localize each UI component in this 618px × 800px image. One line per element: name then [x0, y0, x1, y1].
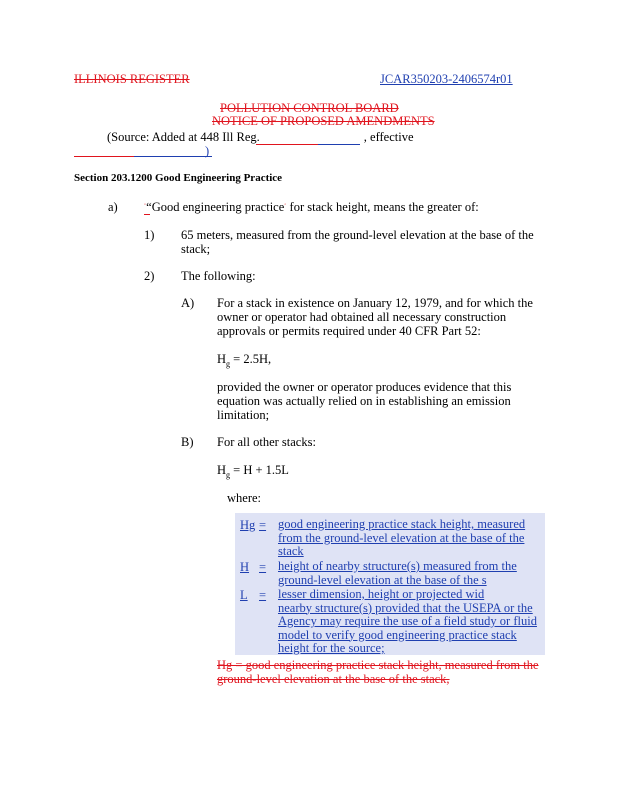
provided2-a: equation was actually: [217, 394, 329, 408]
source-blank-blue: [318, 144, 360, 145]
def-text-hg: [278, 518, 546, 559]
def-h-line: height of nearby structure(s) measured from the: [278, 559, 517, 573]
item-2-label: 2): [144, 269, 155, 283]
deleted-line-2: ground-level elevation at the base of the stack,: [217, 672, 450, 686]
def-eq-hg: =: [259, 518, 267, 532]
item-A-line2-b: sary: [420, 310, 442, 324]
def-symbol-h: H: [240, 560, 250, 574]
def-l-line: lesser dimension, height or projected wid: [278, 587, 485, 601]
formula-B-sub: g: [226, 470, 231, 480]
item-A-label: A): [181, 296, 195, 310]
item-1-label: 1): [144, 228, 155, 242]
document-id: JCAR350203-2406574r01: [380, 72, 513, 86]
provided2-b: re: [328, 394, 339, 408]
def-eq-l: =: [259, 588, 267, 602]
section-heading: Section 203.1200 Good Engineering Practice: [74, 172, 283, 184]
item-B-formula: [217, 463, 289, 480]
item-1-text: 65 meters, measured from the ground-level elevation at the base of the stack;: [181, 228, 534, 256]
item-A-provided2: [217, 394, 511, 409]
formula-B-rest: = H + 1.5L: [230, 463, 289, 477]
def-hg-line: stack: [278, 544, 304, 558]
item-A-provided1: provided the owner or operator produces evidence that this: [217, 380, 512, 394]
def-text-h: [278, 560, 546, 587]
item-2-text: The following:: [181, 269, 256, 283]
para-a-mark: [144, 214, 150, 215]
def-eq-h: =: [259, 560, 267, 574]
where-label: where:: [227, 491, 262, 505]
def-hg-line: good engineering practice stack height, measured: [278, 517, 526, 531]
def-l-line: Agency may require the use of a field study or fluid: [278, 614, 537, 628]
source-prefix: (Source: Added at 4: [107, 130, 207, 144]
deleted-line-1: Hg = good engineering practice stack height, measured from the: [217, 658, 539, 672]
para-a-term: ood engineering practice: [160, 200, 285, 214]
notice-title: NOTICE OF PROPOSED AMENDMENTS: [212, 114, 435, 128]
insert-mark-icon-2: ◦: [284, 201, 287, 208]
para-a-text: [144, 200, 479, 215]
def-symbol-l: L: [240, 588, 248, 602]
def-h-line: ground-level elevation at the base of the s: [278, 572, 487, 587]
source-effective: , effective: [363, 130, 414, 144]
para-a-quote: “G: [146, 200, 161, 214]
item-B-text: For all other stacks:: [217, 435, 316, 449]
formula-B-H: H: [217, 463, 227, 477]
para-a-rest: for stack height, means the greater of:: [286, 200, 479, 214]
source-closing-line-red: [74, 156, 134, 157]
provided2-c: lied on in establishing an emission: [338, 394, 511, 408]
def-symbol-hg: Hg: [240, 518, 256, 532]
formula-sub: g: [226, 359, 231, 369]
insert-mark-icon: ◦: [144, 201, 147, 208]
item-A-line1: For a stack in existence on January 12, 1979, and for which the: [217, 296, 533, 310]
def-l-line: nearby structure(s) provided that the USEPA or the: [278, 600, 533, 615]
def-l-line: model to verify good engineering practice stack: [278, 627, 517, 642]
item-A-line3: approvals or permits required under 40 CFR Part 52:: [217, 324, 481, 338]
item-A-provided3: limitation;: [217, 408, 270, 422]
source-reg: Ill Reg.: [219, 130, 260, 144]
source-closing: ): [205, 144, 210, 158]
item-A-line2: [217, 310, 506, 325]
item-B-label: B): [181, 435, 194, 449]
def-text-l: [278, 588, 546, 656]
para-a-label: a): [108, 200, 118, 214]
formula-rest: = 2.5H,: [230, 352, 272, 366]
item-A-line2-c: construction: [441, 310, 507, 324]
def-hg-line: from the ground-level elevation at the base of the: [278, 530, 525, 545]
agency-name: POLLUTION CONTROL BOARD: [220, 101, 399, 115]
source-line: [107, 130, 414, 145]
register-title: ILLINOIS REGISTER: [74, 72, 190, 86]
def-l-line: height for the source;: [278, 641, 385, 655]
formula-H: H: [217, 352, 227, 366]
source-closing-line-blue: [134, 156, 212, 157]
item-A-formula: [217, 352, 271, 369]
source-blank-red: [256, 144, 318, 145]
source-volume: 48: [206, 130, 220, 144]
item-A-line2-a: owner or operator had obtained all neces: [217, 310, 421, 324]
